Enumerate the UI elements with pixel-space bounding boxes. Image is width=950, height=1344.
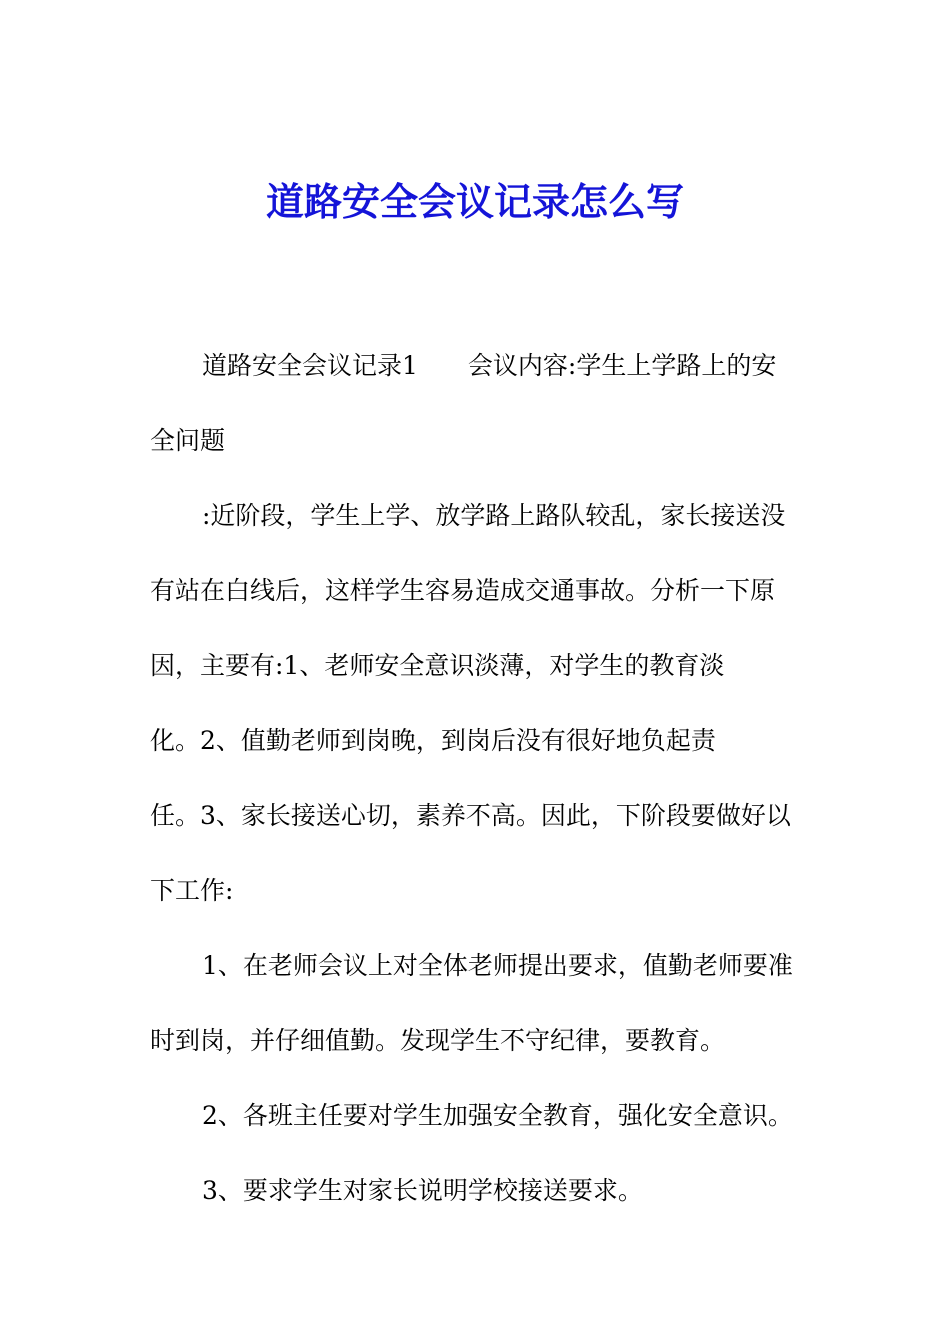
analysis-line: 化。2、值勤老师到岗晚，到岗后没有很好地负起责 (150, 726, 716, 755)
intro-paragraph (150, 328, 805, 478)
item-1-line: 1、在老师会议上对全体老师提出要求，值勤老师要准 (202, 951, 793, 980)
item-2-line: 2、各班主任要对学生加强安全教育，强化安全意识。 (202, 1101, 793, 1130)
item-1-line: 时到岗，并仔细值勤。发现学生不守纪律，要教育。 (150, 1026, 726, 1055)
item-1-paragraph (150, 928, 805, 1078)
item-3-line: 3、要求学生对家长说明学校接送要求。 (202, 1176, 643, 1205)
item-2-paragraph (150, 1078, 805, 1153)
record-heading: 道路安全会议记录1 (202, 351, 418, 380)
analysis-line: 下工作: (150, 876, 234, 905)
analysis-line: 因，主要有:1、老师安全意识淡薄，对学生的教育淡 (150, 651, 725, 680)
analysis-line: 有站在白线后，这样学生容易造成交通事故。分析一下原 (150, 576, 776, 605)
document-body (150, 328, 805, 1228)
analysis-paragraph (150, 478, 805, 928)
item-3-paragraph (150, 1153, 805, 1228)
meeting-content: 会议内容:学生上学路上的安 (467, 351, 777, 380)
intro-line-1 (150, 328, 805, 403)
analysis-line: 任。3、家长接送心切，素养不高。因此，下阶段要做好以 (150, 801, 791, 830)
intro-line-2: 全问题 (150, 426, 226, 455)
analysis-line: :近阶段，学生上学、放学路上路队较乱，家长接送没 (202, 501, 786, 530)
document-title: 道路安全会议记录怎么写 (265, 179, 684, 224)
